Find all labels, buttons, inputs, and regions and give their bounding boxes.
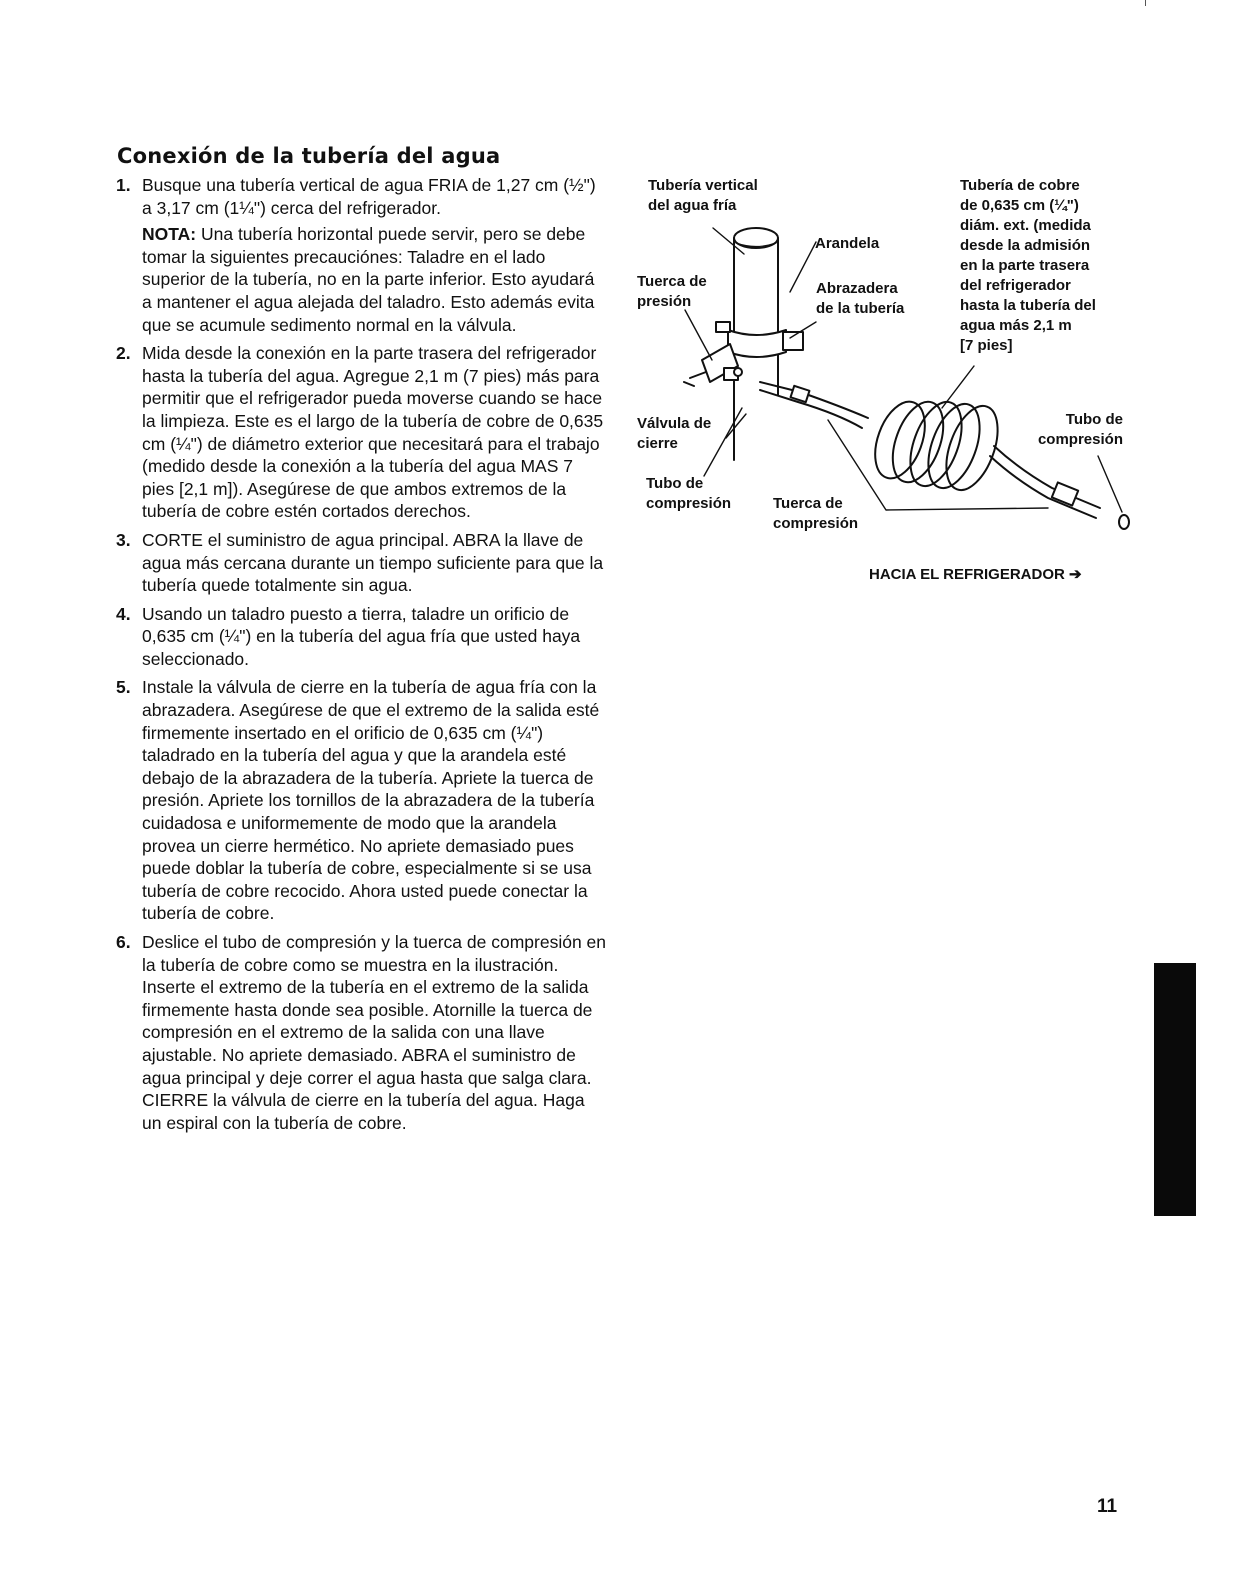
- step-item: [116, 931, 606, 1134]
- step-number: 4.: [116, 603, 131, 624]
- label-vertical-pipe: Tubería vertical del agua fría: [648, 177, 758, 214]
- note-label: NOTA:: [142, 224, 197, 245]
- step-text: Busque una tubería vertical de agua FRIA de 1,27 cm (½") a 3,17 cm (1¼") cerca del refrigerador.: [142, 175, 596, 218]
- step-text: Mida desde la conexión en la parte trasera del refrigerador hasta la tubería del agua. Agregue 2,1 m (7 pies) más para permitir que el refrigerador pueda moverse cuando se hace la limpieza. Este es el largo de la tubería de cobre de 0,635 cm (¼") de diámetro exterior que necesitará para el trabajo (medido desde la conexión a la tubería del agua MAS 7 pies [2,1 m]). Asegúrese de que ambos extremos de la tubería de cobre estén cortados derechos.: [142, 343, 604, 522]
- step-number: 6.: [116, 932, 131, 952]
- step-number: 3.: [116, 529, 131, 550]
- step-item: [116, 603, 606, 671]
- step-text: Deslice el tubo de compresión y la tuerca de compresión en la tubería de cobre como se muestra en la ilustración. Inserte el extremo de la tubería en el extremo de la salida firmemente hasta donde sea posible. Atornille la tuerca de compresión en el extremo de la salida con una llave ajustable. No apriete demasiado. ABRA el suministro de agua principal y deje correr el agua hasta que salga clara. CIERRE la válvula de cierre en la tubería del agua. Haga un espiral con la tubería de cobre.: [142, 932, 606, 1133]
- label-compression-sleeve-left: Tubo de compresión: [646, 475, 732, 512]
- label-washer: Arandela: [815, 235, 880, 252]
- page-number: 11: [1097, 1496, 1118, 1517]
- section-heading: Conexión de la tubería del agua: [117, 144, 501, 168]
- step-text: Usando un taladro puesto a tierra, taladre un orificio de 0,635 cm (¼") en la tubería del agua fría que usted haya seleccionado.: [142, 603, 581, 669]
- label-shutoff-valve: Válvula de cierre: [637, 415, 712, 452]
- step-item: [116, 676, 606, 925]
- step-number: 2.: [116, 343, 131, 364]
- step-number: 5.: [116, 677, 131, 698]
- note-text: Una tubería horizontal puede servir, pero se debe tomar la siguientes precauciónes: Taladre en el lado superior de la tubería, no en la parte inferior. Esto ayudará a mantener el agua alejada del taladro. Esto además evita que se acumule sedimento normal en la válvula.: [142, 224, 595, 335]
- label-compression-nut: Tuerca de compresión: [773, 495, 859, 532]
- section-tab-marker: [1154, 963, 1196, 1216]
- step-number: 1.: [116, 175, 131, 195]
- diagram-caption: HACIA EL REFRIGERADOR ➔: [869, 566, 1082, 583]
- step-text: CORTE el suministro de agua principal. ABRA la llave de agua más cercana durante un tiempo suficiente para que la tubería quede totalmente sin agua.: [142, 529, 604, 596]
- step-text: Instale la válvula de cierre en la tubería de agua fría con la abrazadera. Asegúrese de que el extremo de la salida esté firmemente insertado en el orificio de 0,635 cm (¼") taladrado en la tubería del agua y que la arandela esté debajo de la abrazadera de la tubería. Apriete la tuerca de presión. Apriete los tornillos de la abrazadera de la tubería cuidadosa e uniformemente de modo que la arandela provea un cierre hermético. No apriete demasiado pues puede doblar la tubería de cobre, especialmente si se usa tubería de cobre recocido. Ahora usted puede conectar la tubería de cobre.: [142, 677, 600, 924]
- label-compression-sleeve-right: Tubo de compresión: [1037, 411, 1123, 448]
- label-copper-tubing: Tubería de cobre de 0,635 cm (¼") diám. ext. (medida desde la admisión en la parte trasera del refrigerador hasta la tubería del agua más 2,1 m [7 pies]: [960, 177, 1096, 354]
- shutoff-valve-drawing: [684, 344, 742, 386]
- label-pressure-nut: Tuerca de presión: [637, 273, 707, 310]
- label-pipe-clamp: Abrazadera de la tubería: [816, 280, 905, 317]
